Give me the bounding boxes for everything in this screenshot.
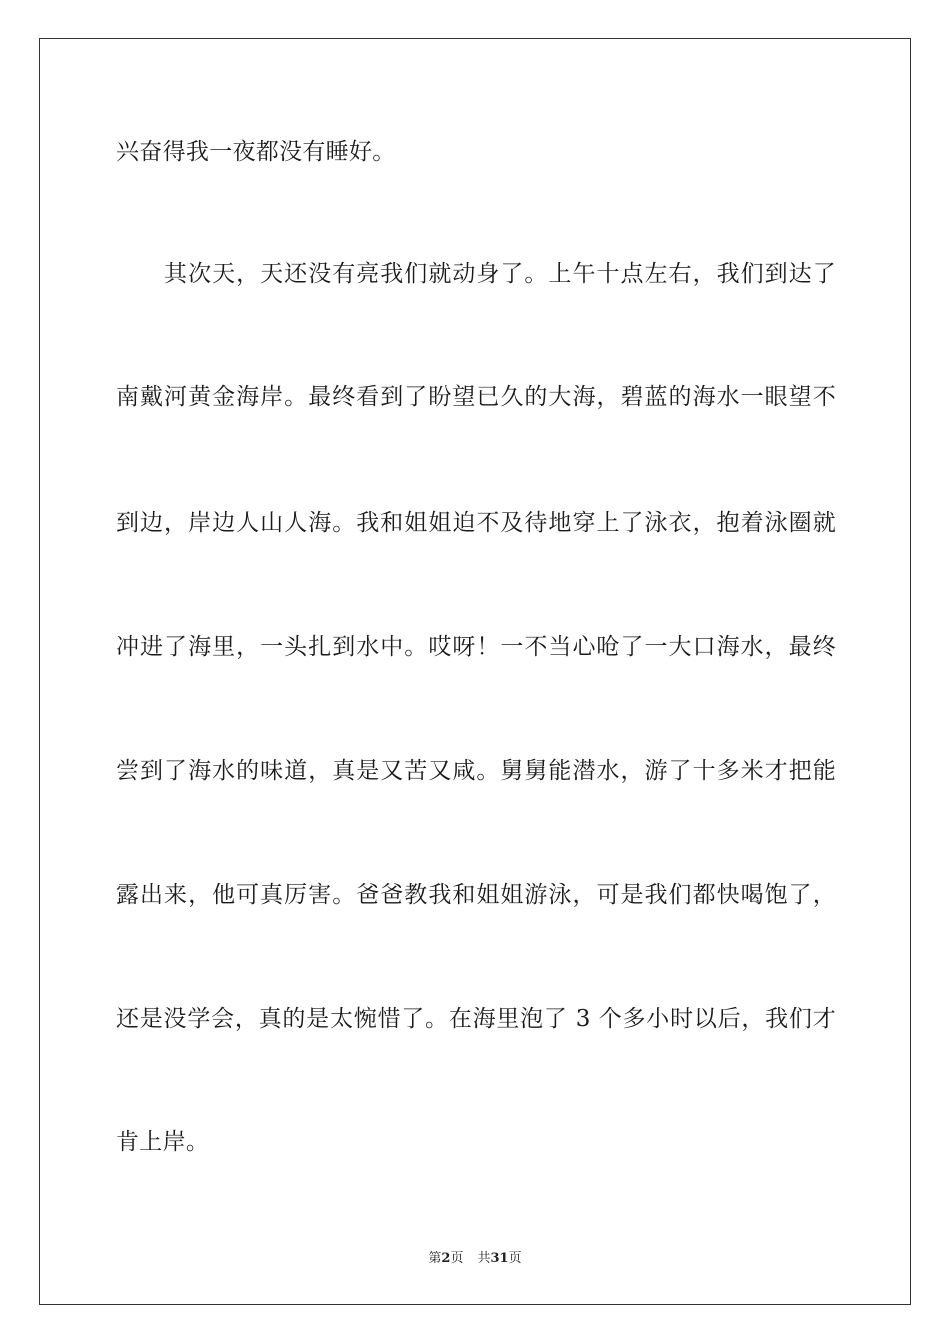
total-label-suffix: 页 — [508, 1251, 522, 1266]
page-footer — [0, 1247, 950, 1266]
page-number: 2 — [441, 1251, 451, 1266]
text-line: 到边，岸边人山人海。我和姐姐迫不及待地穿上了泳衣，抱着泳圈就 — [116, 510, 836, 536]
total-label-prefix: 共 — [477, 1251, 491, 1266]
text-line: 冲进了海里，一头扎到水中。哎呀！一不当心呛了一大口海水，最终 — [116, 634, 836, 660]
page-border — [39, 38, 911, 1305]
text-line: 肯上岸。 — [116, 1129, 210, 1155]
text-line: 露出来，他可真厉害。爸爸教我和姐姐游泳，可是我们都快喝饱了， — [116, 882, 836, 908]
total-pages: 31 — [490, 1251, 509, 1266]
text-line: 还是没学会，真的是太惋惜了。在海里泡了 3 个多小时以后，我们才 — [116, 1006, 836, 1032]
page-label-suffix: 页 — [450, 1251, 464, 1266]
text-line: 南戴河黄金海岸。最终看到了盼望已久的大海，碧蓝的海水一眼望不 — [116, 384, 836, 410]
page-label-prefix: 第 — [428, 1251, 442, 1266]
text-line: 尝到了海水的味道，真是又苦又咸。舅舅能潜水，游了十多米才把能 — [116, 758, 836, 784]
text-line: 其次天，天还没有亮我们就动身了。上午十点左右，我们到达了 — [116, 261, 836, 287]
text-line: 兴奋得我一夜都没有睡好。 — [116, 139, 396, 165]
